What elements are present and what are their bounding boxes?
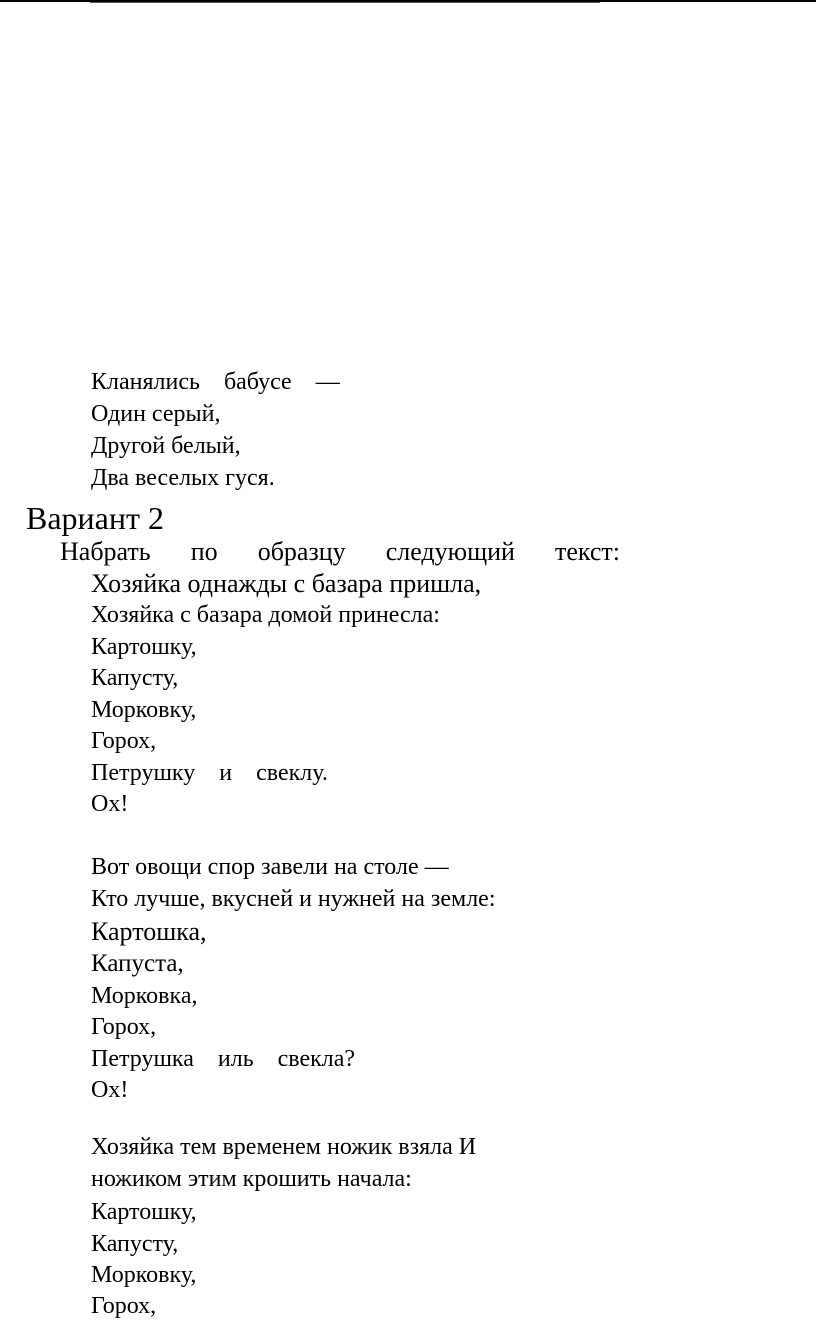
poem-line: Картошку, — [91, 1199, 197, 1225]
instruction-line — [60, 537, 620, 567]
poem-line: Петрушка иль свекла? — [91, 1046, 356, 1072]
poem-line: Хозяйка тем временем ножик взяла И — [91, 1134, 477, 1160]
instruction-word: Набрать — [60, 537, 151, 566]
instruction-word: образцу — [257, 537, 346, 566]
poem-line: Один серый, — [91, 401, 221, 427]
poem-line: Капусту, — [91, 665, 179, 691]
instruction-word: следующий — [385, 537, 515, 566]
poem-line: ножиком этим крошить начала: — [91, 1166, 412, 1192]
poem-line: Морковку, — [91, 1262, 197, 1288]
poem-line: Хозяйка с базара домой принесла: — [91, 602, 440, 628]
poem-line: Морковка, — [91, 983, 198, 1009]
poem-line: Ох! — [91, 791, 129, 817]
poem-line: Другой белый, — [91, 433, 241, 459]
poem-line: Вот овощи спор завели на столе — — [91, 854, 449, 880]
poem-line: Горох, — [91, 1014, 157, 1040]
instruction-word: текст: — [554, 537, 620, 566]
poem-line: Горох, — [91, 1293, 157, 1319]
poem-line: Кланялись бабусе — — [91, 369, 340, 395]
poem-line: Капуста, — [91, 950, 184, 977]
poem-line: Морковку, — [91, 697, 197, 723]
instruction-word: по — [190, 537, 218, 566]
poem-line: Картошку, — [91, 634, 197, 660]
poem-line: Горох, — [91, 728, 157, 754]
variant-heading: Вариант 2 — [26, 500, 164, 536]
top-border-thin-line — [90, 2, 600, 3]
poem-line: Картошка, — [91, 917, 207, 946]
poem-line: Капусту, — [91, 1231, 179, 1257]
poem-line: Хозяйка однажды с базара пришла, — [91, 569, 482, 598]
poem-line: Кто лучше, вкусней и нужней на земле: — [91, 886, 496, 912]
poem-line: Ох! — [91, 1077, 129, 1103]
poem-line: Петрушку и свеклу. — [91, 760, 328, 786]
poem-line: Два веселых гуся. — [91, 465, 275, 491]
